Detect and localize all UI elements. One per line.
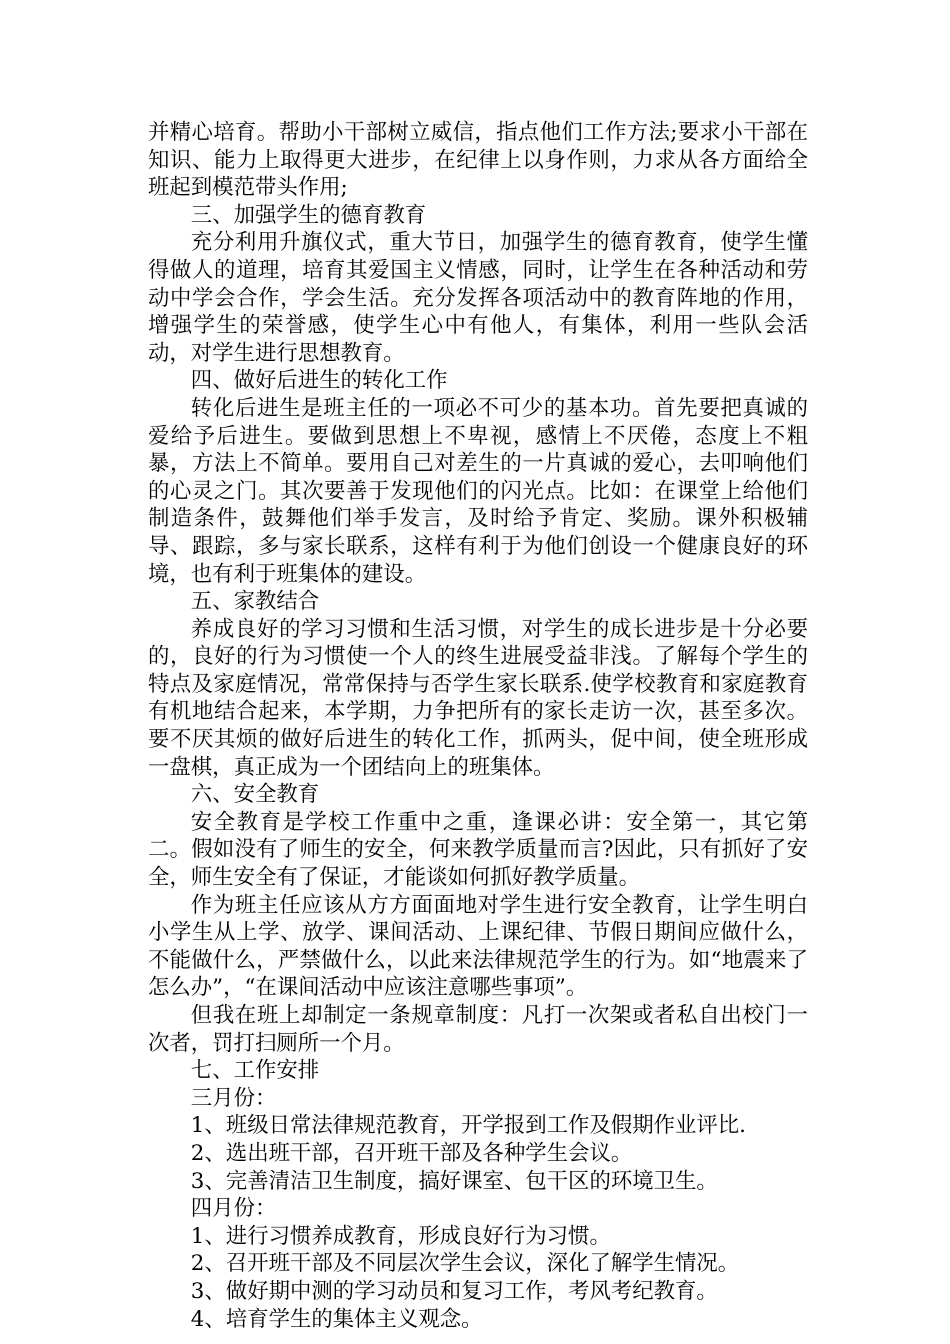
heading-home-school: 五、家教结合: [190, 589, 320, 615]
list-item: 4、培育学生的集体主义观念。: [190, 1306, 483, 1332]
list-item: 3、完善清洁卫生制度，搞好课室、包干区的环境卫生。: [190, 1168, 718, 1194]
paragraph-class-rule: 但我在班上却制定一条规章制度：凡打一次架或者私自出校门一次者，罚打扫厕所一个月。: [148, 1003, 808, 1056]
paragraph-cadre-training: 并精心培育。帮助小干部树立威信，指点他们工作方法;要求小干部在知识、能力上取得更大进步，在纪律上以身作则，力求从各方面给全班起到模范带头作用;: [148, 120, 808, 201]
subheading-april: 四月份：: [190, 1196, 277, 1222]
list-item: 1、班级日常法律规范教育，开学报到工作及假期作业评比.: [190, 1113, 746, 1139]
heading-work-schedule: 七、工作安排: [190, 1058, 320, 1084]
list-item: 1、进行习惯养成教育，形成良好行为习惯。: [190, 1223, 611, 1249]
list-item: 2、选出班干部，召开班干部及各种学生会议。: [190, 1140, 633, 1166]
subheading-march: 三月份：: [190, 1085, 277, 1111]
paragraph-moral-education: 充分利用升旗仪式，重大节日，加强学生的德育教育，使学生懂得做人的道理，培育其爱国主义情感，同时，让学生在各种活动和劳动中学会合作，学会生活。充分发挥各项活动中的教育阵地的作用，增强学生的荣誉感，使学生心中有他人，有集体，利用一些队会活动，对学生进行思想教育。: [148, 230, 808, 366]
paragraph-safety-teacher: 作为班主任应该从方方面面地对学生进行安全教育，让学生明白小学生从上学、放学、课间活动、上课纪律、节假日期间应做什么，不能做什么，严禁做什么，以此来法律规范学生的行为。如“地震来了怎么办”，“在课间活动中应该注意哪些事项”。: [148, 892, 808, 1001]
heading-safety-education: 六、安全教育: [190, 782, 320, 808]
list-item: 2、召开班干部及不同层次学生会议，深化了解学生情况。: [190, 1251, 740, 1277]
heading-underachiever-transformation: 四、做好后进生的转化工作: [190, 368, 448, 394]
paragraph-underachiever-transformation: 转化后进生是班主任的一项必不可少的基本功。首先要把真诚的爱给予后进生。要做到思想上不卑视，感情上不厌倦，态度上不粗暴，方法上不简单。要用自己对差生的一片真诚的爱心，去叩响他们的心灵之门。其次要善于发现他们的闪光点。比如：在课堂上给他们制造条件，鼓舞他们举手发言，及时给予肯定、奖励。课外积极辅导、跟踪，多与家长联系，这样有利于为他们创设一个健康良好的环境，也有利于班集体的建设。: [148, 395, 808, 587]
list-item: 3、做好期中测的学习动员和复习工作，考风考纪教育。: [190, 1278, 718, 1304]
paragraph-safety-first: 安全教育是学校工作重中之重，逢课必讲：安全第一，其它第二。假如没有了师生的安全，何来教学质量而言?因此，只有抓好了安全，师生安全有了保证，才能谈如何抓好教学质量。: [148, 809, 808, 891]
paragraph-home-school: 养成良好的学习习惯和生活习惯，对学生的成长进步是十分必要的，良好的行为习惯使一个人的终生进展受益非浅。了解每个学生的特点及家庭情况，常常保持与否学生家长联系.使学校教育和家庭教育有机地结合起来，本学期，力争把所有的家长走访一次，甚至多次。要不厌其烦的做好后进生的转化工作，抓两头，促中间，使全班形成一盘棋，真正成为一个团结向上的班集体。: [148, 616, 808, 780]
heading-moral-education: 三、加强学生的德育教育: [190, 202, 427, 228]
document-body: [148, 119, 808, 1333]
